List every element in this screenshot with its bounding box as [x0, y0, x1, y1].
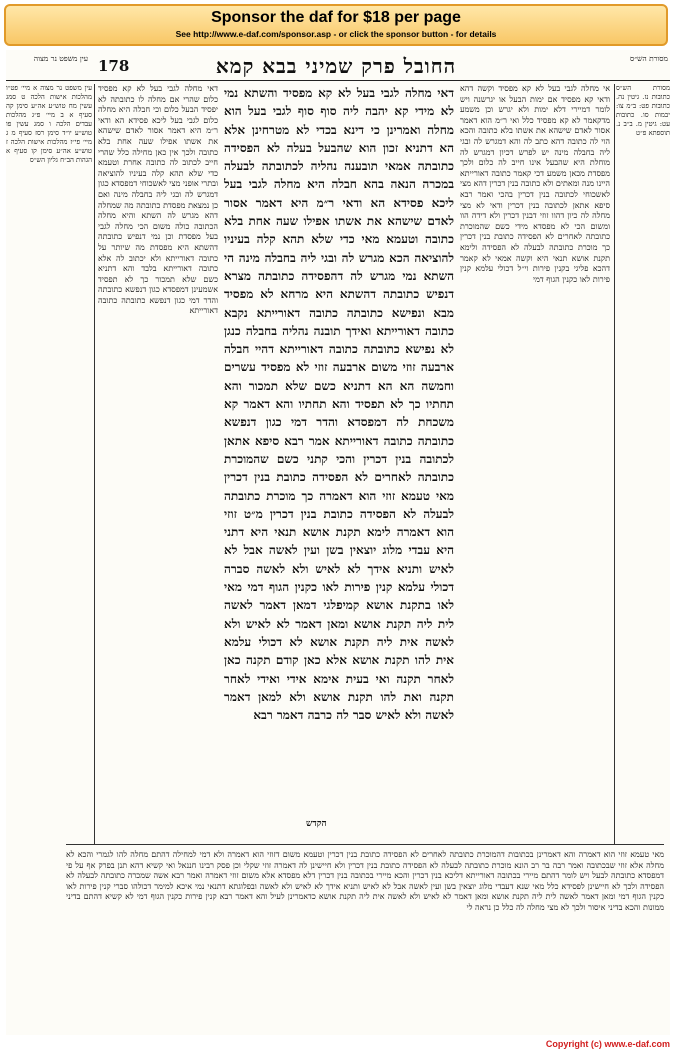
masoret-column: מסורת הש״ס כתובות נז. גיטין נה. כתובות פט: ב״מ צו: יבמות סו. כתובות עט: גיטין מ. ב״ב נ. תוספתא פ״ט: [616, 84, 670, 137]
tosafot-commentary: אי מחלה לגבי בעל לא קא מפסיד וקשה דהא ודאי קא מפסיד אם ימות הבעל או יגרשנה ויש לומר דמיירי דלא ימות ולא יגרש וכן משמע מדקאמר לא קא מפסיד כלל ואי ר״מ הוא דאמר אסור לאדם שישהא את אשתו בלא כתובה והכא הוי לה כתובה דהא כתב לה והא דמגרש לה ובגי ליה בחבלה מינה יש לפרש דכיון דמגרש לה מוחלת היא שהבעל אינו חייב לה כלום ולכך מפסדת מכאן משמע דכי קאמר כתובה דאורייתא היינו מנה ומאתים ולא כתובה בנין דכרין דהא מצי לאשכוחי לכתובה בנין דכרין בהכי ואמר רבא סיפא אתאן לכתובה בנין דכרין ודאי לא מצי מחלה לה כיון דהוו זוזי דבנין דכרין ולא דידה הוו ומשום הכי לא מפסדא מידי כשם שהמוכרת כתובתה לאחרים לא הפסידה כתובת בנין דכרין כך מוכרת כתובתה לבעלה לא הפסידה ולימא תקנת אושא תנאי היא וקשה אמאי לא קאמר דהכא פליגי בקנין פירות וי״ל דכולי עלמא קנין פירות לאו כקנין הגוף דמי: [460, 84, 610, 284]
ein-mishpat-column: עין משפט נר מצוה א מיי׳ פט״ו מהלכות אישות הלכה ט סמג עשין מח טוש״ע אה״ע סימן קה סעיף א ב מיי׳ פ״ג מהלכות עבדים הלכה ו סמג עשין פו טוש״ע יו״ד סימן רסז סעיף מ ג מיי׳ פי״ז מהלכות אישות הלכה ז טוש״ע אה״ע סימן קו סעיף א הגהות הב״ח גליון הש״ס: [6, 84, 92, 164]
page-number: 178: [98, 57, 130, 75]
column-divider: [94, 84, 95, 844]
page-title: החובל פרק שמיני בבא קמא: [215, 54, 457, 78]
gemara-text: דאי מחלה לגבי בעל לא קא מפסיד והשתא נמי לא מידי קא יהבה ליה סוף סוף לגבי בעל הוא מחלה ואמרינן כי דינא בכדי לא מטרחינן אלא הא דתניא זכון הוא שהבעל בעלה לא הפסידה כתובתה אמאי תובענה נהליה לכתובתה לבעלה במכרה הנאה בהא חבלה היא מחלה לגבי בעל ליכא פסידא הא ודאי ר״מ היא דאמר אסור לאדם שישהא את אשתו אפילו שעה אחת בלא כתובה וטעמא מאי כדי שלא תהא קלה בעיניו להוציאה הכא מגרש לה ובגי ליה בחבלה מינה הי השתא נמי מגרש לה דהפסידה כתובתה מצרא דנפיש כתובתה דהשתא היא מרחא לא מפסיד מבא ונפישא כתובתה כתובה דאורייתא נקבא כתובה דאורייתא ואידך תובנה נהליה בחבלה כנגן לא נפישא כתובתה כתובה דאורייתא דהיי חבלה ארבעה זוזי משום ארבעה זוזי לא מפסיד עשרים וחמשה הא הא דתניא כשם שלא תמכור והא תחתיו כך לא תפסיד והא תחתיו והא דאמר קא משכחת לה דמפסדא והדר דמי כגון דנפשא כתובתה כתובה דאורייתא אמר רבא סיפא אתאן לכתובה בנין דכרין והכי קתני כשם שהמוכרת כתובתה לאחרים לא הפסידה כתובת בנין דכרין מאי טעמא זוזי הוא דאמרה כך מוכרת כתובתה לבעלה לא הפסידה כתובת בנין דכרין מ״ט זוזי הוא דאמרה לימא תקנת אושא תנאי היא דתני היא עבדי מלוג יוצאין בשן ועין לאשה אבל לא לאיש ותניא אידך לא לאיש ולא לאשה סברה דכולי עלמא קנין פירות לאו כקנין הגוף דמי מאי לאו בתקנת אושא קמיפלגי דמאן דאמר לאשה לית ליה תקנת אושא ומאן דאמר לא לאיש ולא לאשה אית ליה תקנת אושא לא דכולי עלמא אית להו תקנת אושא אלא כאן קודם תקנה כאן לאחר תקנה ואי בעית אימא אידי ואידי לאחר תקנה ואת להו תקנת אושא ולא למאן דאמר לאשה ולא לאיש סבר לה כרבה דאמר רבא: [224, 86, 454, 723]
sponsor-banner[interactable]: [4, 4, 668, 46]
column-divider: [614, 84, 615, 844]
copyright-link[interactable]: Copyright (c) www.e-daf.com: [545, 1039, 670, 1049]
sponsor-subline[interactable]: See http://www.e-daf.com/sponsor.asp - or click the sponsor button - for details: [175, 29, 497, 39]
bottom-commentary: מאי טעמא זוזי הוא דאמרה והא דאמרינן בכתובות דהמוכרת כתובתה לאחרים לא הפסידה כתובת בנין דכרין וטעמא משום דזוזי הוא דאמרה ולא דמי למחילה דהתם מחלה להו לגמרי והכא לא מחלה אלא זוזי שבכתובה ואמר רבה בר רב הונא מוכרת כתובתה לבעלה לא הפסידה כתובת בנין דכרין ולא חיישינן לה דאמרה זוזי שקלי וכן פסק רבינו חננאל ואי קשיא דהא תנן בפרק אף על פי דמפסדא כתובתה לבעל ויש לומר דהתם מיירי בכתובה דאורייתא דליכא בנין דכרין והכא מיירי בכתובה בנין דכרין דלא מפסדא אלא משום זוזי דאמרה ואמר רבא אשה שמכרה כתובתה לבעלה לא הפסידה ולכך לא חיישינן לפסידא כלל מאי שנא דעבדי מלוג יוצאין בשן ועין לאשה אבל לא לאיש ותניא אידך לא לאיש ולא לאשה ובפלוגתא דתנאי נמי איכא למימר דכולהו סברי קנין פירות לאו כקנין הגוף דמי ומאן דאמר לאשה לית ליה תקנת אושא ומאן דאמר לא לאיש ולא לאשה אית ליה תקנת אושא כדאמרינן לעיל והא דאמר רבא קנין פירות כקנין הגוף דמי לא קשיא דהתם בדיני ממונות והכא בדיני איסור ולכך לא מצי מחלה לה כלל כן נראה לי: [66, 850, 664, 912]
rashi-commentary: דאי מחלה לגבי בעל לא קא מפסיד כלום שהרי אם מחלה לו כתובתה לא יפסיד הבעל כלום וכי חבלה היא מחלה כלום לגבי בעל ליכא פסידא הא ודאי ר״מ היא דאמר אסור לאדם שישהא את אשתו אפילו שעה אחת בלא כתובה ולכך אין כאן מחילה כלל שהרי חייב לכתוב לה כתובה אחרת וטעמא כדי שלא תהא קלה בעיניו להוציאה ובתרי אופני מצי לאשכוחי דמפסדא כגון דמגרש לה ובגי ליה בחבלה מינה ואם כן נמצאת מפסדת כתובתה מה שמחלה דהא מגרש לה השתא והיא מחלה הכתובה כולה משום הכי מחלה לגבי בעל מפסדת וכן נמי דנפיש כתובתה דהשתא היא מפסדת מה שיותר על כתובה דאורייתא ולא יכתוב לה אלא כתובה דאורייתא בלבד והא דתניא כשם שלא תמכור כך לא תפסיד אשמעינן דמפסדא כגון דנפשא כתובתה והדר דמי כגון דנפשא כתובתה כתובה דאורייתא: [98, 84, 218, 316]
ein-mishpat-label: עין משפט נר מצוה: [33, 54, 88, 63]
masoret-label: מסורת הש״ס: [629, 54, 668, 63]
page-header: [6, 54, 670, 81]
sponsor-headline[interactable]: Sponsor the daf for $18 per page: [211, 9, 461, 26]
bottom-divider: [66, 844, 664, 845]
talmud-page: [6, 50, 670, 1035]
section-label: הקדש: [306, 819, 327, 829]
